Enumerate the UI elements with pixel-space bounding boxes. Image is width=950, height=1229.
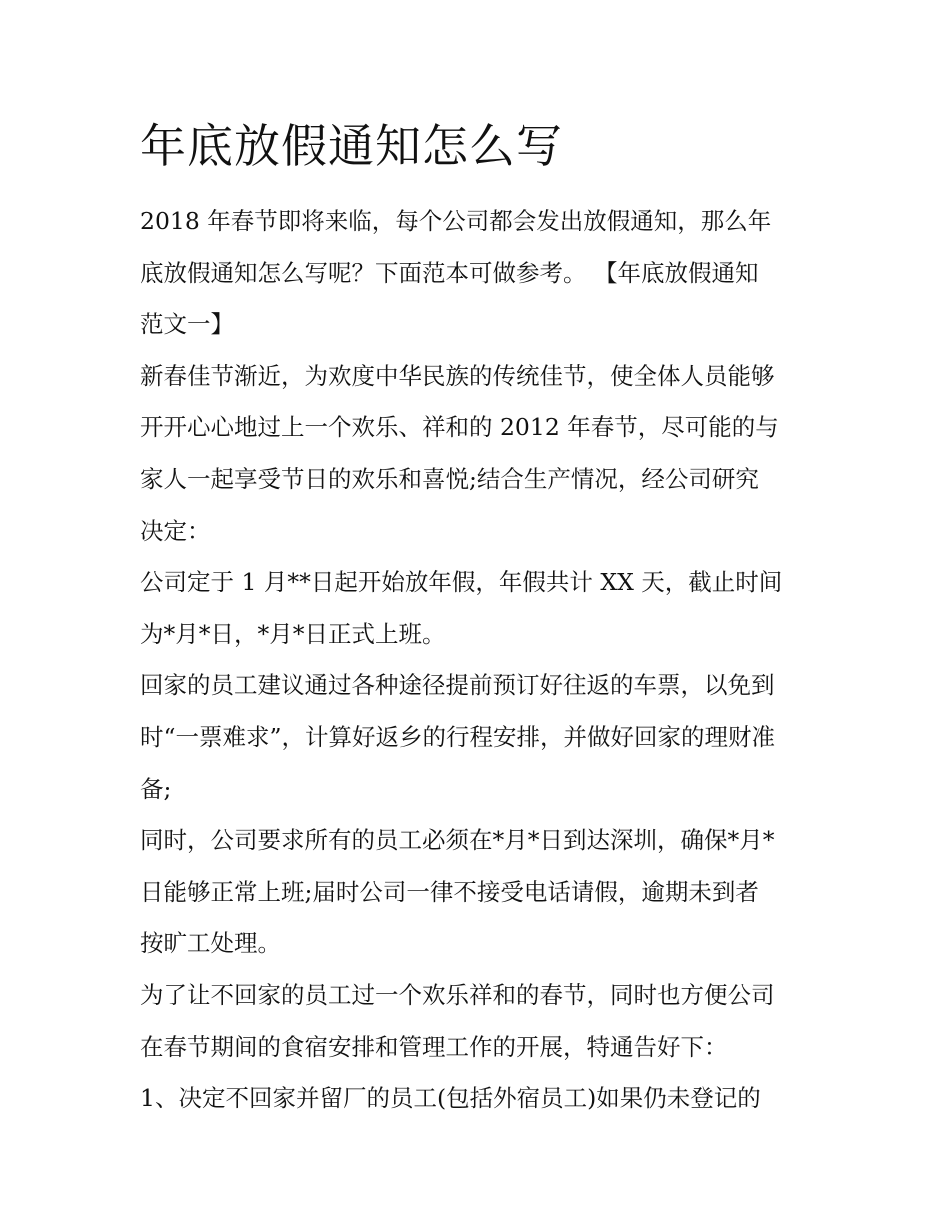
text-line: 备; <box>140 774 172 803</box>
text-line: 家人一起享受节日的欢乐和喜悦;结合生产情况，经公司研究 <box>140 464 759 493</box>
text-line: 底放假通知怎么写呢？下面范本可做参考。 【年底放假通知 <box>140 258 759 287</box>
text-line: 开开心心地过上一个欢乐、祥和的 2012 年春节，尽可能的与 <box>140 413 779 442</box>
text-line: 决定： <box>140 516 211 545</box>
text-line: 新春佳节渐近，为欢度中华民族的传统佳节，使全体人员能够 <box>140 361 775 390</box>
text-line: 日能够正常上班;届时公司一律不接受电话请假，逾期未到者 <box>140 877 759 906</box>
text-line: 在春节期间的食宿安排和管理工作的开展，特通告好下： <box>140 1032 728 1061</box>
text-line: 回家的员工建议通过各种途径提前预订好往返的车票，以免到 <box>140 671 775 700</box>
text-line: 时“一票难求”，计算好返乡的行程安排，并做好回家的理财准 <box>140 722 776 751</box>
text-line: 范文一】 <box>140 310 234 339</box>
text-line: 同时，公司要求所有的员工必须在*月*日到达深圳，确保*月* <box>140 826 775 855</box>
document-title: 年底放假通知怎么写 <box>140 119 563 173</box>
text-line: 1、决定不回家并留厂的员工(包括外宿员工)如果仍未登记的 <box>140 1084 761 1113</box>
text-line: 为了让不回家的员工过一个欢乐祥和的春节，同时也方便公司 <box>140 980 775 1009</box>
text-line: 公司定于 1 月**日起开始放年假，年假共计 XX 天，截止时间 <box>140 568 783 597</box>
text-line: 按旷工处理。 <box>140 929 281 958</box>
document-body <box>140 196 820 1125</box>
text-line: 2018 年春节即将来临，每个公司都会发出放假通知，那么年 <box>140 207 772 235</box>
text-line: 为*月*日，*月*日正式上班。 <box>140 619 446 648</box>
